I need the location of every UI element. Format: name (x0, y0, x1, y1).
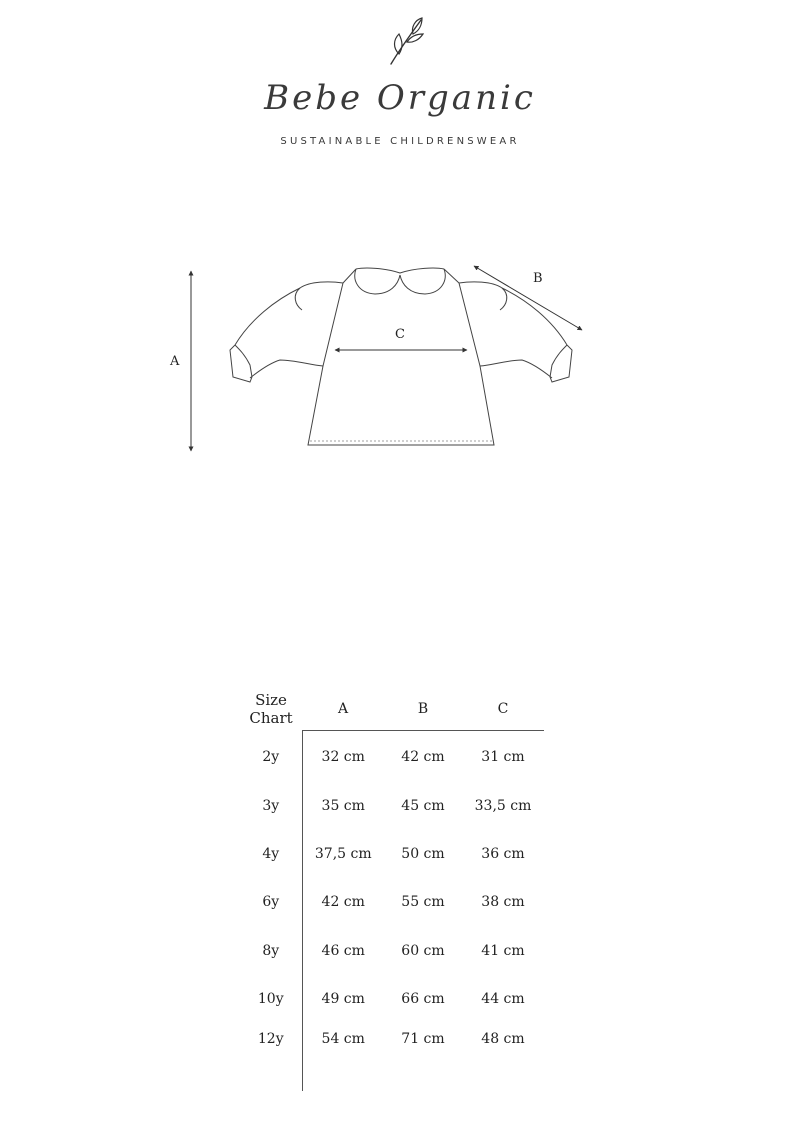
table-row (240, 830, 544, 878)
size-chart-corner-header (240, 688, 302, 731)
measurement-c-cell: 44 cm (481, 991, 525, 1008)
size-cell: 2y (240, 731, 302, 782)
table-row (240, 731, 544, 782)
label-b: B (533, 271, 543, 286)
table-header-row (240, 688, 544, 731)
label-c: C (395, 327, 405, 342)
brand-name: Bebe Organic (264, 78, 536, 118)
measurement-c-cell: 33,5 cm (474, 797, 532, 814)
label-a: A (170, 354, 180, 369)
size-cell: 3y (240, 781, 302, 829)
measurement-c-cell: 36 cm (481, 845, 525, 862)
measurement-b-cell: 71 cm (401, 1031, 445, 1048)
measurement-b-cell: 66 cm (401, 991, 445, 1008)
size-cell: 4y (240, 830, 302, 878)
measurement-a-cell: 49 cm (321, 991, 365, 1008)
measurement-a-cell: 32 cm (321, 749, 365, 766)
measurement-a-cell: 37,5 cm (314, 845, 372, 862)
measurement-b-cell: 55 cm (401, 894, 445, 911)
leaf-sprig-logo-icon (385, 14, 429, 68)
measurement-b-cell: 50 cm (401, 845, 445, 862)
measurement-a-cell: 42 cm (321, 894, 365, 911)
measurement-c-cell: 31 cm (481, 749, 525, 766)
corner-line-2: Chart (249, 709, 293, 728)
table-row (240, 878, 544, 926)
measurement-a-cell: 46 cm (321, 942, 365, 959)
size-cell: 12y (240, 1023, 302, 1091)
measurement-c-cell: 41 cm (481, 942, 525, 959)
size-cell: 6y (240, 878, 302, 926)
column-header-a: A (302, 688, 384, 731)
measurement-b-cell: 42 cm (401, 749, 445, 766)
column-header-c: C (462, 688, 544, 731)
table-row (240, 1023, 544, 1091)
size-cell: 10y (240, 975, 302, 1023)
size-chart-table (240, 688, 544, 1091)
measurement-a-cell: 54 cm (321, 1031, 365, 1048)
corner-line-1: Size (255, 691, 287, 710)
garment-measurement-diagram (160, 255, 600, 460)
measurement-c-cell: 38 cm (481, 894, 525, 911)
column-header-b: B (384, 688, 462, 731)
measurement-a-cell: 35 cm (321, 797, 365, 814)
size-cell: 8y (240, 927, 302, 975)
brand-tagline: SUSTAINABLE CHILDRENSWEAR (280, 136, 520, 147)
table-row (240, 781, 544, 829)
measurement-c-cell: 48 cm (481, 1031, 525, 1048)
measurement-b-cell: 45 cm (401, 797, 445, 814)
blouse-drawing (230, 268, 572, 445)
measurement-b-cell: 60 cm (401, 942, 445, 959)
sleeve-arrow-b (474, 266, 582, 330)
table-row (240, 975, 544, 1023)
table-row (240, 927, 544, 975)
